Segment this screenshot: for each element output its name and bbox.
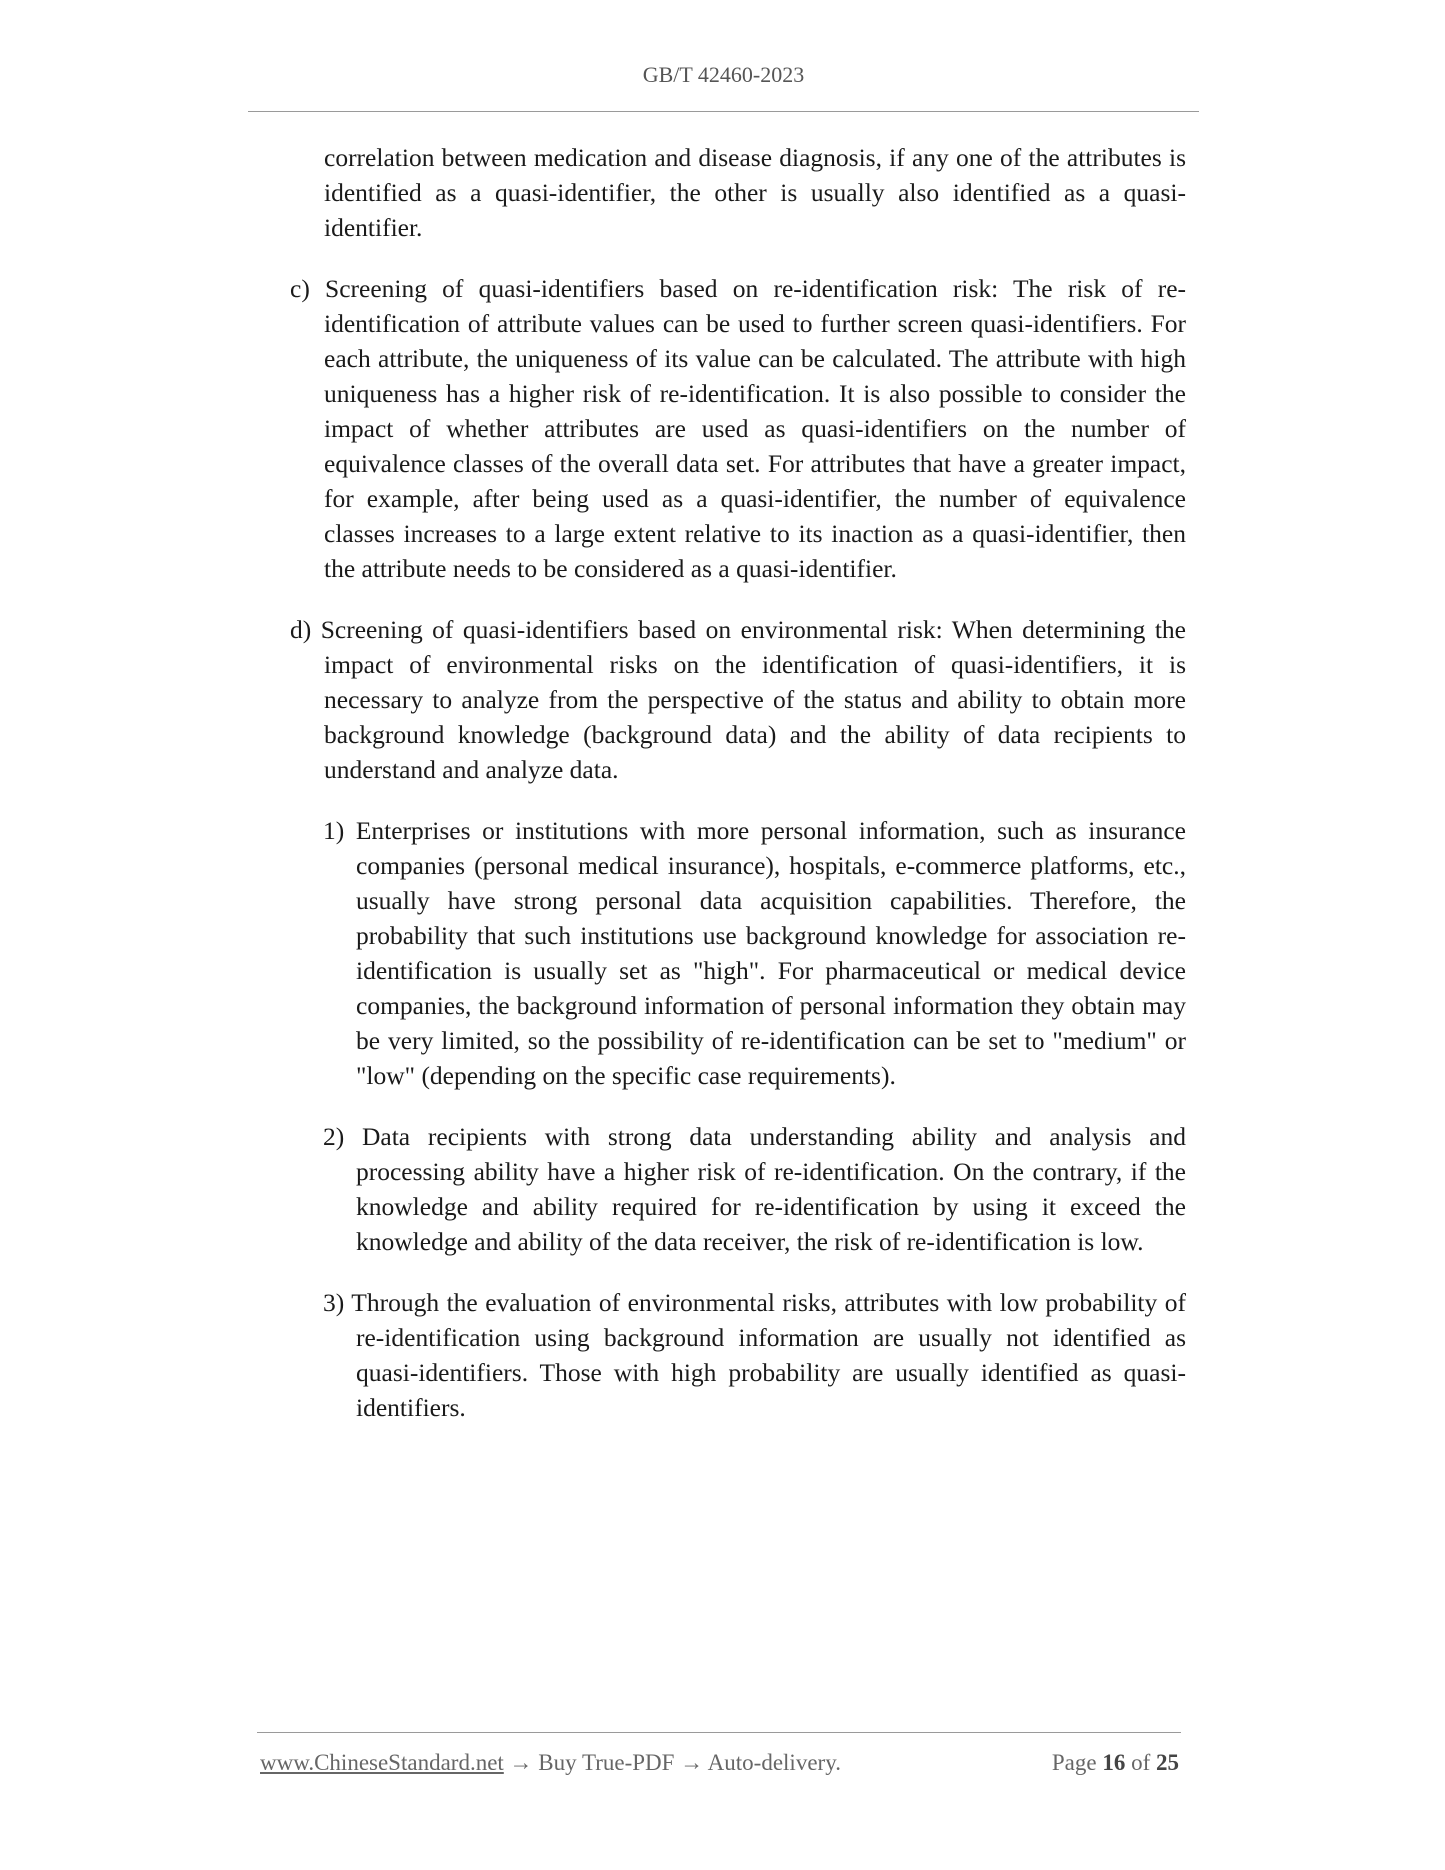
list-item-c: c) Screening of quasi-identifiers based on re-identification risk: The risk of re-identification of attribute values can be used to further screen quasi-identifiers. For each attribute, the uniqueness of its value can be calculated. The attribute with high uniqueness has a higher risk of re-identification. It is also possible to consider the impact of whether attributes are used as quasi-identifiers on the number of equivalence classes of the overall data set. For attributes that have a greater impact, for example, after being used as a quasi-identifier, the number of equivalence classes increases to a large extent relative to its inaction as a quasi-identifier, then the attribute needs to be considered as a quasi-identifier. bbox=[290, 274, 1186, 583]
document-body bbox=[290, 140, 1186, 1451]
list-item-d: d) Screening of quasi-identifiers based on environmental risk: When determining the impact of environmental risks on the identification of quasi-identifiers, it is necessary to analyze from the perspective of the status and ability to obtain more background knowledge (background data) and the ability of data recipients to understand and analyze data. bbox=[290, 615, 1186, 784]
of-label: of bbox=[1131, 1750, 1151, 1775]
footer-promo bbox=[260, 1750, 841, 1776]
continuation-paragraph: correlation between medication and disease diagnosis, if any one of the attributes is identified as a quasi-identifier, the other is usually also identified as a quasi-identifier. bbox=[324, 143, 1186, 242]
buy-pdf-text: Buy True-PDF bbox=[538, 1750, 675, 1775]
page-label: Page bbox=[1051, 1750, 1097, 1775]
page-number: 16 bbox=[1102, 1750, 1126, 1775]
site-link[interactable]: www.ChineseStandard.net bbox=[260, 1750, 504, 1775]
header-divider bbox=[248, 111, 1199, 112]
page-header: GB/T 42460-2023 bbox=[642, 62, 805, 87]
page-indicator bbox=[1052, 1750, 1179, 1776]
footer-divider bbox=[257, 1732, 1181, 1733]
arrow-right-icon: → bbox=[509, 1750, 533, 1775]
arrow-right-icon: → bbox=[680, 1750, 704, 1775]
sub-item-2: 2) Data recipients with strong data understanding ability and analysis and processing ability have a higher risk of re-identification. On the contrary, if the knowledge and ability required for re-identification by using it exceed the knowledge and ability of the data receiver, the risk of re-identification is low. bbox=[323, 1122, 1186, 1256]
sub-item-3: 3) Through the evaluation of environmental risks, attributes with low probability of re-identification using background information are usually not identified as quasi-identifiers. Those with high probability are usually identified as quasi-identifiers. bbox=[323, 1288, 1186, 1422]
sub-item-1: 1) Enterprises or institutions with more personal information, such as insurance companies (personal medical insurance), hospitals, e-commerce platforms, etc., usually have strong personal data acquisition capabilities. Therefore, the probability that such institutions use background knowledge for association re-identification is usually set as "high". For pharmaceutical or medical device companies, the background information of personal information they obtain may be very limited, so the possibility of re-identification can be set to "medium" or "low" (depending on the specific case requirements). bbox=[323, 816, 1186, 1090]
total-pages: 25 bbox=[1156, 1750, 1179, 1775]
auto-delivery-text: Auto-delivery. bbox=[707, 1750, 841, 1775]
